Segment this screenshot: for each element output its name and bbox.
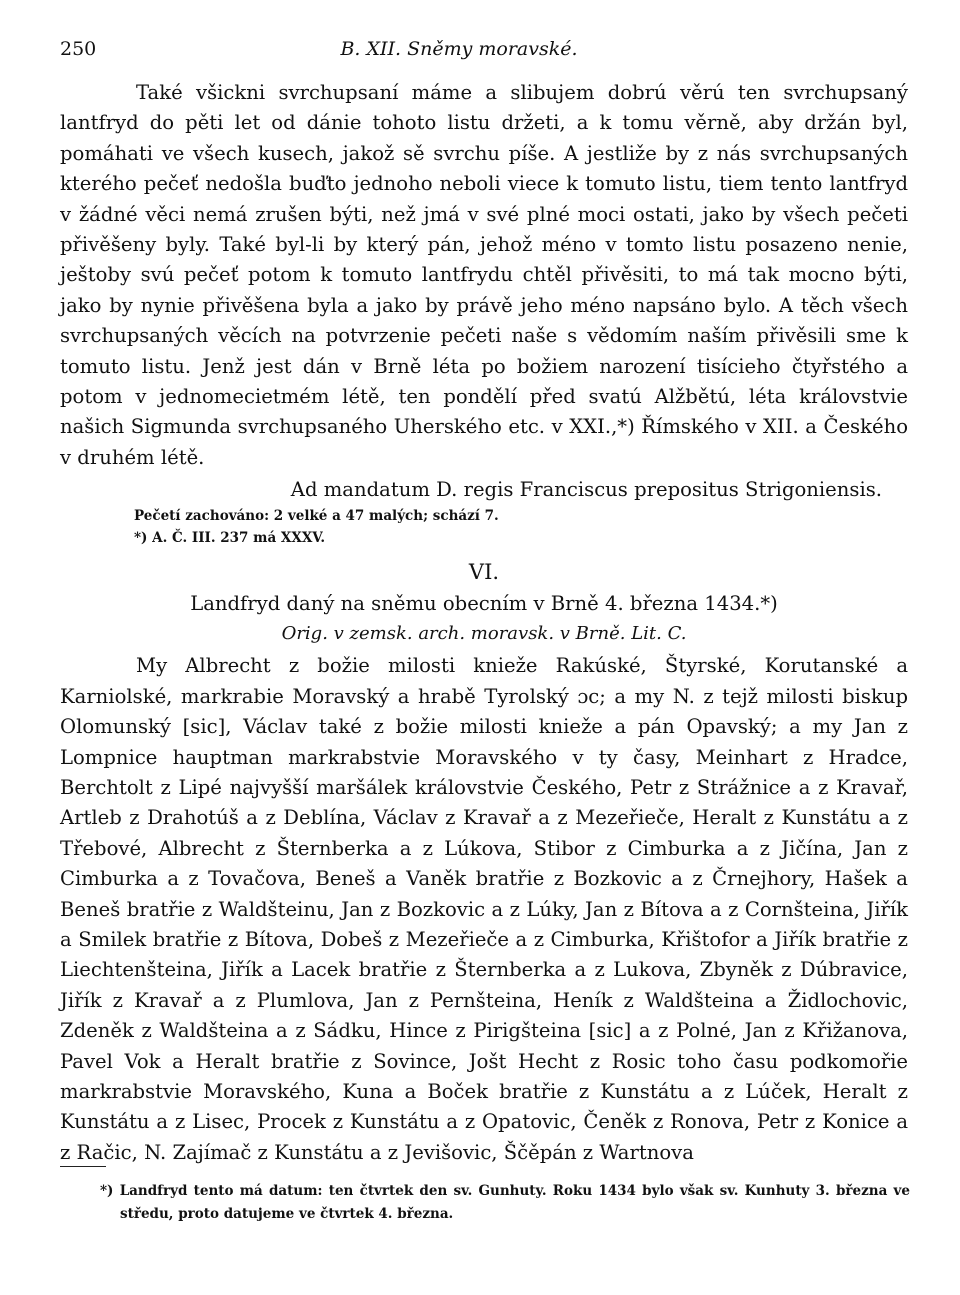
body-text-section [60, 651, 908, 1168]
signature-line: Ad mandatum D. regis Franciscus prepositus Strigoniensis. [290, 478, 882, 502]
paragraph-closing: Také všickni svrchupsaní máme a slibujem dobrú věrú ten svrchupsaný lantfryd do pěti let od dánie tohoto listu držeti, a k tomu věrně, aby držán byl, pomáhati ve všech kusech, jakož sě svrchu píše. A jestliže by z nás svrchupsaných kterého pečeť nedošla buďto jednoho neboli viece k tomuto listu, tiem tento lantfryd v žádné věci nemá zrušen býti, než jmá v své plné moci ostati, jako by všech pečeti přivěšeny byly. Také byl-li by který pán, jehož méno v tomto listu posazeno nenie, ještoby svú pečeť potom k tomuto lantfrydu chtěl přivěsiti, to má tak mocno býti, jako by nynie přivěšena byla a jako by právě jeho méno napsáno bylo. A těch všech svrchupsaných věcích na potvrzenie pečeti naše s vědomím naším přivěsili sme k tomuto listu. Jenž jest dán v Brně léta po božiem narození tisícieho čtyřstého a potom v jednomecietmém létě, ten pondělí před svatú Alžbětú, léta královstvie našich Sigmunda svrchupsaného Uherského etc. v XXI.,*) Římského v XII. a Českého v druhém létě. [60, 81, 908, 469]
footnote [100, 1180, 910, 1226]
body-text [60, 78, 908, 473]
seal-note: Pečetí zachováno: 2 velké a 47 malých; schází 7. [134, 508, 499, 525]
section-number: VI. [468, 560, 500, 585]
footnote-marker: *) [100, 1183, 114, 1199]
page [60, 38, 908, 1168]
footnote-rule [60, 1166, 106, 1167]
source-citation: Orig. v zemsk. arch. moravsk. v Brně. Lit. C. [281, 623, 687, 645]
running-header [60, 38, 908, 78]
footnote-text: Landfryd tento má datum: ten čtvrtek den sv. Gunhuty. Roku 1434 bylo však sv. Kunhuty 3. března ve středu, proto datujeme ve čtvrtek 4. března. [119, 1183, 910, 1222]
section-title: Landfryd daný na sněmu obecním v Brně 4. března 1434.*) [190, 592, 778, 616]
running-title: B. XII. Sněmy moravské. [340, 38, 578, 60]
reference-note: *) A. Č. III. 237 má XXXV. [134, 530, 326, 547]
page-number: 250 [60, 38, 97, 60]
paragraph-landfryd: My Albrecht z božie milosti knieže Rakúské, Štyrské, Korutanské a Karniolské, markrabie Moravský a hrabě Tyrolský ɔc; a my N. z tejž milosti biskup Olomunský [sic], Václav také z božie milosti knieže a pán Opavský; a my Jan z Lompnice hauptman markrabstvie Moravského v ty časy, Meinhart z Hradce, Berchtolt z Lipé najvyšší maršálek královstvie Českého, Petr z Strážnice a z Kravař, Artleb z Drahotúš a z Deblína, Václav z Kravař a z Mezeřieče, Heralt z Kunstátu a z Třebové, Albrecht z Šternberka a z Lúkova, Stibor z Cimburka a z Jičína, Jan z Cimburka a z Tovačova, Beneš a Vaněk bratřie z Bozkovic a z Črnejhory, Hašek a Beneš bratřie z Waldšteinu, Jan z Bozkovic a z Lúky, Jan z Bítova a z Cornšteina, Jiřík a Smilek bratřie z Bítova, Dobeš z Mezeřieče a z Cimburka, Křištofor a Jiřík bratřie z Liechtenšteina, Jiřík a Lacek bratřie z Šternberka a z Lukova, Zbyněk z Dúbravice, Jiřík z Kravař a z Plumlova, Jan z Pernšteina, Heník z Waldšteina a Židlochovic, Zdeněk z Waldšteina a z Sádku, Hince z Pirigšteina [sic] a z Polné, Jan z Křižanova, Pavel Vok a Heralt bratřie z Sovince, Jošt Hecht z Rosic toho času podkomořie markrabstvie Moravského, Kuna a Boček bratřie z Kunstátu a z Lúček, Heralt z Kunstátu a z Lisec, Procek z Kunstátu a z Opatovic, Čeněk z Ronova, Petr z Konice a z Račic, N. Zajímač z Kunstátu a z Jevišovic, Ščěpán z Wartnova [60, 654, 908, 1164]
